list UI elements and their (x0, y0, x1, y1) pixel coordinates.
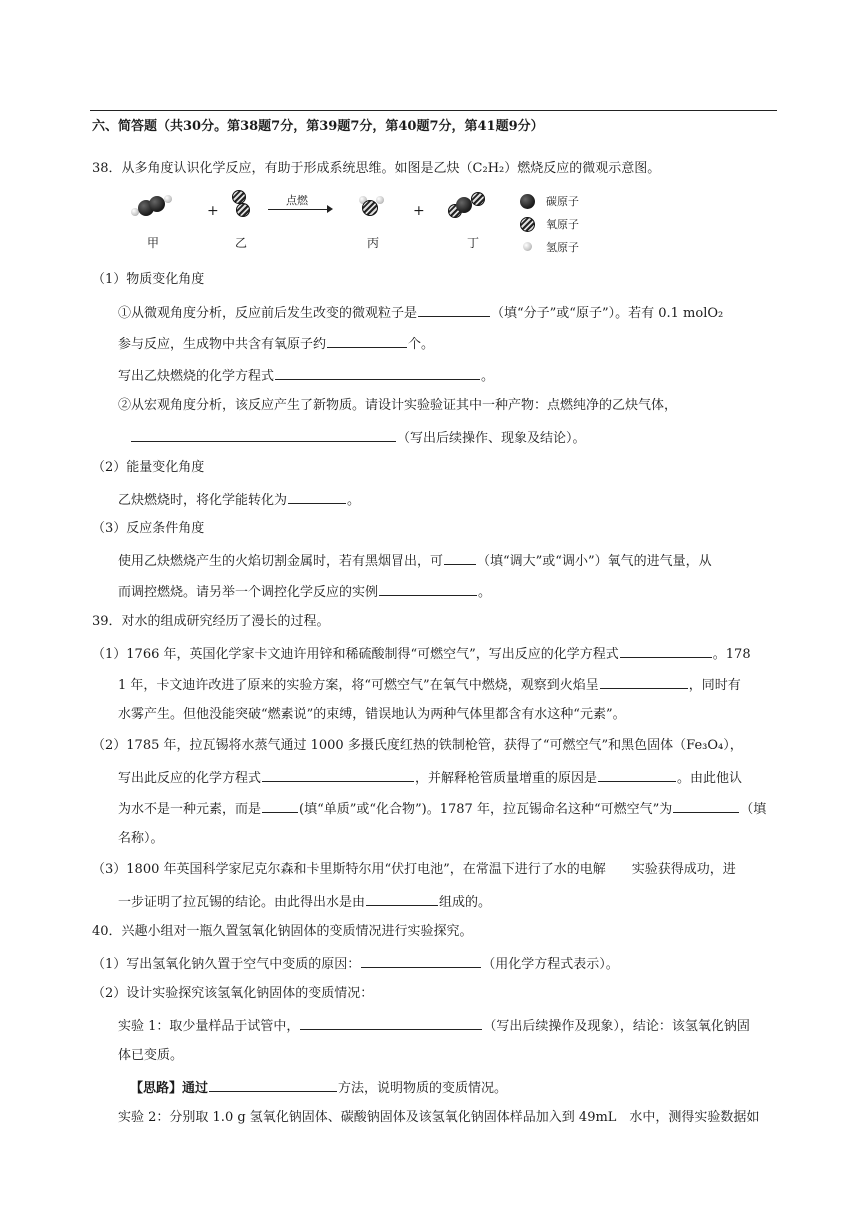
carbon-legend-icon (520, 194, 535, 209)
label-yi: 乙 (235, 236, 248, 250)
answer-blank[interactable] (131, 428, 396, 442)
label-jia: 甲 (147, 236, 160, 250)
answer-blank[interactable] (366, 892, 438, 906)
reaction-arrow (268, 209, 330, 210)
hydrogen-atom (164, 195, 172, 203)
plus-sign: + (207, 203, 219, 219)
top-rule (90, 110, 777, 111)
oxygen-atom (236, 203, 250, 217)
label-ding: 丁 (467, 236, 480, 250)
q38-part2-title: （2）能量变化角度 (92, 460, 205, 475)
q38-part1-line5: （写出后续操作、现象及结论）。 (130, 428, 586, 448)
q40-part1: （1）写出氢氧化钠久置于空气中变质的原因： （用化学方程式表示）。 (92, 954, 619, 974)
q39-part3-line2: 一步证明了拉瓦锡的结论。由此得出水是由 组成的。 (118, 892, 491, 912)
oxygen-legend-icon (520, 217, 535, 232)
oxygen-atom (232, 190, 246, 204)
legend-oxygen: 氧原子 (546, 218, 579, 231)
answer-blank[interactable] (418, 303, 490, 317)
q40-stem: 40．兴趣小组对一瓶久置氢氧化钠固体的变质情况进行实验探究。 (92, 924, 473, 939)
label-bing: 丙 (367, 236, 380, 250)
arrow-label: 点燃 (286, 194, 308, 207)
q39-part2-line2: 写出此反应的化学方程式 ，并解释枪管质量增重的原因是 。由此他认 (118, 768, 742, 788)
answer-blank[interactable] (444, 551, 476, 565)
q39-part2-line4: 名称）。 (118, 831, 164, 846)
answer-blank[interactable] (288, 490, 346, 504)
q38-part1-title: （1）物质变化角度 (92, 272, 205, 287)
answer-blank[interactable] (300, 1016, 482, 1030)
answer-blank[interactable] (379, 582, 477, 596)
q39-stem: 39．对水的组成研究经历了漫长的过程。 (92, 614, 330, 629)
q38-part1-line4: ②从宏观角度分析，该反应产生了新物质。请设计实验验证其中一种产物：点燃纯净的乙炔气体， (118, 398, 678, 413)
q38-part2-line1: 乙炔燃烧时，将化学能转化为 。 (118, 490, 360, 510)
q39-part1-line2: 1 年，卡文迪许改进了原来的实验方案，将“可燃空气”在氧气中燃烧，观察到火焰呈 ，同时有 (118, 675, 741, 695)
q38-part1-line3: 写出乙炔燃烧的化学方程式 。 (118, 366, 494, 386)
answer-blank[interactable] (600, 675, 688, 689)
q40-thinking: 【思路】通过 方法，说明物质的变质情况。 (130, 1078, 507, 1098)
q40-part2: （2）设计实验探究该氢氧化钠固体的变质情况： (92, 986, 374, 1001)
q39-part2-line3: 为水不是一种元素，而是 (填“单质”或“化合物”)。1787 年，拉瓦锡命名这种“可燃空气”为 （填 (118, 799, 766, 819)
q38-part1-line1: ①从微观角度分析，反应前后发生改变的微观粒子是 （填“分子”或“原子”）。若有 0.1 molO₂ (118, 303, 723, 323)
q38-part3-line2: 而调控燃烧。请另举一个调控化学反应的实例 。 (118, 582, 491, 602)
q38-part1-line2: 参与反应，生成物中共含有氧原子约 个。 (118, 334, 434, 354)
section-title: 六、简答题（共30分。第38题7分，第39题7分，第40题7分，第41题9分） (92, 119, 544, 134)
oxygen-atom (471, 192, 485, 206)
q38-stem: 38．从多角度认识化学反应，有助于形成系统思维。如图是乙炔（C₂H₂）燃烧反应的微观示意图。 (92, 161, 661, 176)
carbon-atom (149, 196, 165, 212)
answer-blank[interactable] (598, 768, 676, 782)
answer-blank[interactable] (620, 644, 712, 658)
answer-blank[interactable] (262, 768, 414, 782)
q38-part3-line1: 使用乙炔燃烧产生的火焰切割金属时，若有黑烟冒出，可 （填“调大”或“调小”）氧气的进气量，从 (118, 551, 712, 571)
answer-blank[interactable] (262, 799, 298, 813)
legend-carbon: 碳原子 (546, 195, 579, 208)
hydrogen-legend-icon (523, 242, 532, 251)
answer-blank[interactable] (361, 954, 481, 968)
answer-blank[interactable] (327, 334, 407, 348)
q40-exp1-line2: 体已变质。 (118, 1048, 184, 1063)
q39-part3-line1: （3）1800 年英国科学家尼克尔森和卡里斯特尔用“伏打电池”，在常温下进行了水的电解 实验获得成功，进 (92, 862, 736, 877)
q39-part1-line3: 水雾产生。但他没能突破“燃素说”的束缚，错误地认为两种气体里都含有水这种“元素”。 (118, 707, 626, 722)
q38-part3-title: （3）反应条件角度 (92, 521, 205, 536)
answer-blank[interactable] (275, 366, 480, 380)
carbon-atom (456, 197, 472, 213)
answer-blank[interactable] (673, 799, 739, 813)
q39-part2-line1: （2）1785 年，拉瓦锡将水蒸气通过 1000 多摄氏度红热的铁制枪管，获得了“可燃空气”和黑色固体（Fe₃O₄）， (92, 738, 743, 753)
q40-exp1-line1: 实验 1：取少量样品于试管中， （写出后续操作及现象），结论：该氢氧化钠固 (118, 1016, 750, 1036)
plus-sign: + (413, 203, 425, 219)
oxygen-atom (362, 200, 378, 216)
q39-part1-line1: （1）1766 年，英国化学家卡文迪许用锌和稀硫酸制得“可燃空气”，写出反应的化学方程式 。178 (92, 644, 751, 664)
arrow-head-icon (327, 205, 333, 213)
q40-exp2-line1: 实验 2：分别取 1.0 g 氢氧化钠固体、碳酸钠固体及该氢氧化钠固体样品加入到 49mL 水中，测得实验数据如 (118, 1110, 760, 1125)
legend-hydrogen: 氢原子 (546, 241, 579, 254)
answer-blank[interactable] (209, 1078, 337, 1092)
hydrogen-atom (376, 196, 384, 204)
